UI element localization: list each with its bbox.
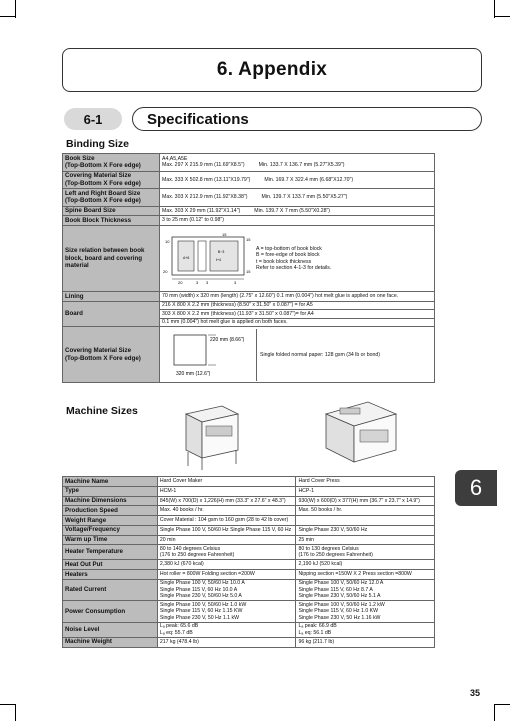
cell-text: (176 to 250 degrees Fahrenheit) [159,552,235,559]
table-row [63,171,435,189]
row-value [160,189,435,207]
table-row [63,327,435,383]
cell-text: 25 min [298,536,315,543]
cell-text: Single Phase 230 V, 50 Hz 1.1 kW [159,614,239,621]
cell-text: Single Phase 115 V, 60 Hz 1.15 KW [159,608,243,615]
binding-size-table [62,153,435,383]
note-line: Refer to section 4-1-3 for details. [256,265,332,271]
table-row [63,292,435,302]
row-value-a [157,545,296,560]
table-row [63,216,435,226]
row-value [160,171,435,189]
table-row [63,622,435,637]
note-line: t = book block thickness [256,258,312,265]
dim-label: 10 [165,238,170,244]
block-board-diagram [162,231,252,287]
cell-text: Single Phase 100 V, 50/60 Hz 1.0 kW [159,601,247,608]
row-label: Covering Material Size (Top-Bottom X Fore edge) [63,171,160,189]
cell-text: 303 X 800 X 2.2 mm (thickness) (11.93" x 31.50" x 0.087")= for A4 [160,310,434,319]
cell-text: 930(W) x 600(D) x 377(H) mm (36.7" x 23.7" x 14.9") [298,497,420,504]
row-value-a [157,622,296,637]
row-label: Weight Range [63,516,158,526]
row-label: Warm up Time [63,535,158,545]
cell-text: Max. 50 books / hr. [298,507,343,514]
cell-text: 2,190 kJ (520 kcal) [298,561,343,568]
row-label: Power Consumption [63,601,158,623]
row-value-b [296,637,435,647]
row-value-b [296,486,435,496]
row-label: Heaters [63,570,158,580]
table-row [63,189,435,207]
table-row [63,560,435,570]
crop-mark [0,16,16,17]
row-value [160,327,435,383]
note-line: A = top-bottom of book block [256,245,322,252]
row-value-b [296,535,435,545]
row-value-a [157,637,296,647]
table-row [63,525,435,535]
cell-text: Max. 297 X 215.9 mm (11.69"X8.5") [162,162,245,169]
row-value-b [296,560,435,570]
row-label: Book Block Thickness [63,216,160,226]
cell-text: Single Phase 230 V, 50/60 Hz [298,526,368,533]
table-row [63,570,435,580]
row-label: Rated Current [63,579,158,601]
row-label: Lining [63,292,160,302]
dim-label: 3 [206,279,209,285]
table-row [63,486,435,496]
crop-mark [494,16,510,17]
cell-text: HCM-1 [159,487,177,494]
covering-material-diagram [162,331,250,379]
cell-text: 2,380 kJ (670 kcal) [159,561,204,568]
cell-text: Min. 169.7 X 322.4 mm (6.68"X12.70") [264,176,354,183]
table-row [63,545,435,560]
cell-text: Min. 133.7 X 136.7 mm (5.27"X5.39") [258,162,345,169]
cell-text: Hard Cover Press [298,478,340,485]
cell-text: 217 kg (478.4 lb) [159,638,199,645]
page-number: 35 [470,688,481,698]
crop-mark [494,704,495,721]
chapter-side-tab: 6 [455,470,497,506]
cell-text: 80 to 140 degrees Celsius [159,545,221,552]
row-value: 70 mm (width) x 320 mm (length) (2.75" x 12.60") 0.1 mm (0.004") hot melt glue is applied on one face. [160,292,435,302]
row-label: Heater Temperature [63,545,158,560]
hard-cover-press-illustration [320,392,402,470]
dim-label: t+4 [216,257,221,262]
cell-text: Min. 139.7 X 7 mm (5.50"X0.28") [254,207,331,214]
dim-label: 15 [246,268,251,274]
dim-label: 20 [163,268,168,274]
row-label: Type [63,486,158,496]
row-label: Machine Dimensions [63,496,158,506]
cell-text: (176 to 250 degrees Fahrenheit) [298,552,373,559]
cell-text: Single Phase 230 V, 50 Hz 1.16 kW [298,614,381,621]
row-value-b [296,579,435,601]
cell-text: 845(W) x 700(D) x 1,226(H) mm (33.3" x 27.6" x 48.3") [159,497,286,504]
cell-text: Max. 40 books / hr. [159,507,204,514]
table-row [63,579,435,601]
cell-text: Lₐ peak: 65.6 dB [159,623,199,630]
binding-size-heading: Binding Size [66,138,129,150]
row-value [160,301,435,327]
row-value-a [157,579,296,601]
cell-text: Lₐ eq: 56.1 dB [298,629,332,636]
row-value-b [296,525,435,535]
row-value-a [157,486,296,496]
cell-text: 80 to 130 degrees Celsius [298,545,359,552]
row-value: 3 to 25 mm (0.12" to 0.98") [160,216,435,226]
row-label: Machine Weight [63,637,158,647]
row-value-b [296,601,435,623]
table-row [63,506,435,516]
cell-text: Single Phase 115 V, 60 Hz 1.0 KW [298,608,379,615]
table-row [63,206,435,216]
table-row [63,496,435,506]
row-label: Heat Out Put [63,560,158,570]
row-label: Machine Name [63,477,158,487]
row-value-b [296,477,435,487]
cell-text: Cover Material : 104 gsm to 160 gsm (28 to 42 lb cover) [159,517,289,524]
cell-text: 20 min [159,536,176,543]
row-value-b [296,496,435,506]
table-row [63,535,435,545]
dim-label: 3 [234,279,237,285]
cell-text: Single Phase 115 V, 60 Hz 8.7 A [298,586,373,593]
table-row [63,154,435,172]
row-value-a [157,477,296,487]
row-value [160,226,435,292]
table-row [63,637,435,647]
section-title: Specifications [132,107,482,131]
cell-text: Hard Cover Maker [159,478,203,485]
dim-label: 3 [196,279,199,285]
cell-text: Lₐ eq: 55.7 dB [159,629,193,636]
cell-text: Max. 333 X 502.8 mm (13.11"X19.79") [162,176,251,183]
row-value-b [296,545,435,560]
row-value-a [157,560,296,570]
dim-height-label: 220 mm (8.66") [210,336,245,343]
row-value-b [296,570,435,580]
row-label: Noise Level [63,622,158,637]
cell-text: 216 X 800 X 2.2 mm (thickness) (8.50" x 31.50" x 0.087") = for A5 [160,302,434,311]
row-value-a [157,535,296,545]
cell-text: Hot roller = 800W Folding section =200W [159,571,255,578]
cell-text: HCP-1 [298,487,315,494]
chapter-title: 6. Appendix [216,59,328,80]
row-value-a [157,570,296,580]
row-value-a [157,516,296,526]
cell-text: A4,A5,A5E [162,155,188,162]
dim-width-label: 320 mm (12.6") [176,370,211,377]
cell-text: Single folded normal paper: 128 gsm (34 lb or bond) [260,351,380,358]
cell-text: Max. 303 X 29 mm (11.92"X1.14") [162,207,241,214]
cell-text: Single Phase 230 V, 50/60 Hz 5.0 A [159,593,242,600]
row-label: Book Size (Top-Bottom X Fore edge) [63,154,160,172]
dim-label: 15 [222,231,227,237]
dim-label: A+6 [183,255,190,260]
machine-sizes-heading: Machine Sizes [66,405,138,417]
hard-cover-maker-illustration [176,400,246,472]
row-value-b [296,622,435,637]
cell-text: Single Phase 100 V, 50/60 Hz 1.2 kW [298,601,385,608]
table-row [63,516,435,526]
cell-text: Single Phase 115 V, 60 Hz 10.0 A [159,586,238,593]
cell-text: Max. 303 X 212.9 mm (11.92"X8.38") [162,194,248,200]
row-value-a [157,525,296,535]
row-label: Size relation between book block, board and covering material [63,226,160,292]
row-value-a [157,496,296,506]
row-value-a [157,506,296,516]
crop-mark [0,704,16,705]
row-value [160,154,435,172]
table-row [63,226,435,292]
row-value-b [296,506,435,516]
dim-label: B−3 [218,249,225,254]
chapter-title-box [62,48,482,92]
dim-label: 15 [246,236,251,242]
row-value-a [157,601,296,623]
row-label: Voltage/Frequency [63,525,158,535]
cell-text: 96 kg (211.7 lb) [298,638,335,645]
row-label: Left and Right Board Size (Top-Bottom X Fore edge) [63,189,160,207]
crop-mark [494,704,510,705]
cell-text: Min. 139.7 X 133.7 mm (5.50"X5.27") [261,194,348,200]
cell-text: Single Phase 100 V, 50/60 Hz 10.0 A [159,580,245,587]
note-line: B = fore-edge of book block [256,252,320,258]
row-value-b [296,516,435,526]
machine-sizes-table [62,476,435,648]
row-value [160,206,435,216]
table-row [63,601,435,623]
cell-text: Single Phase 100 V, 50/60 Hz Single Phase 115 V, 60 Hz [159,526,292,533]
cell-text: Lₐ peak: 66.9 dB [298,623,337,630]
cell-text: 0.1 mm (0.004") hot melt glue is applied on both faces. [162,319,288,326]
row-label: Covering Material Size (Top-Bottom X Fore edge) [63,327,160,383]
table-row [63,477,435,487]
cell-text: Nipping section =150W X 2 Press section =800W [298,571,412,578]
crop-mark [15,704,16,721]
row-label: Board [63,301,160,327]
row-label: Spine Board Size [63,206,160,216]
cell-text: Single Phase 100 V, 50/60 Hz 12.0 A [298,580,384,587]
row-label: Production Speed [63,506,158,516]
section-number: 6-1 [64,108,122,130]
cell-text: Single Phase 230 V, 50/60 Hz 5.1 A [298,593,381,600]
dim-label: 20 [178,279,183,285]
table-row [63,301,435,327]
